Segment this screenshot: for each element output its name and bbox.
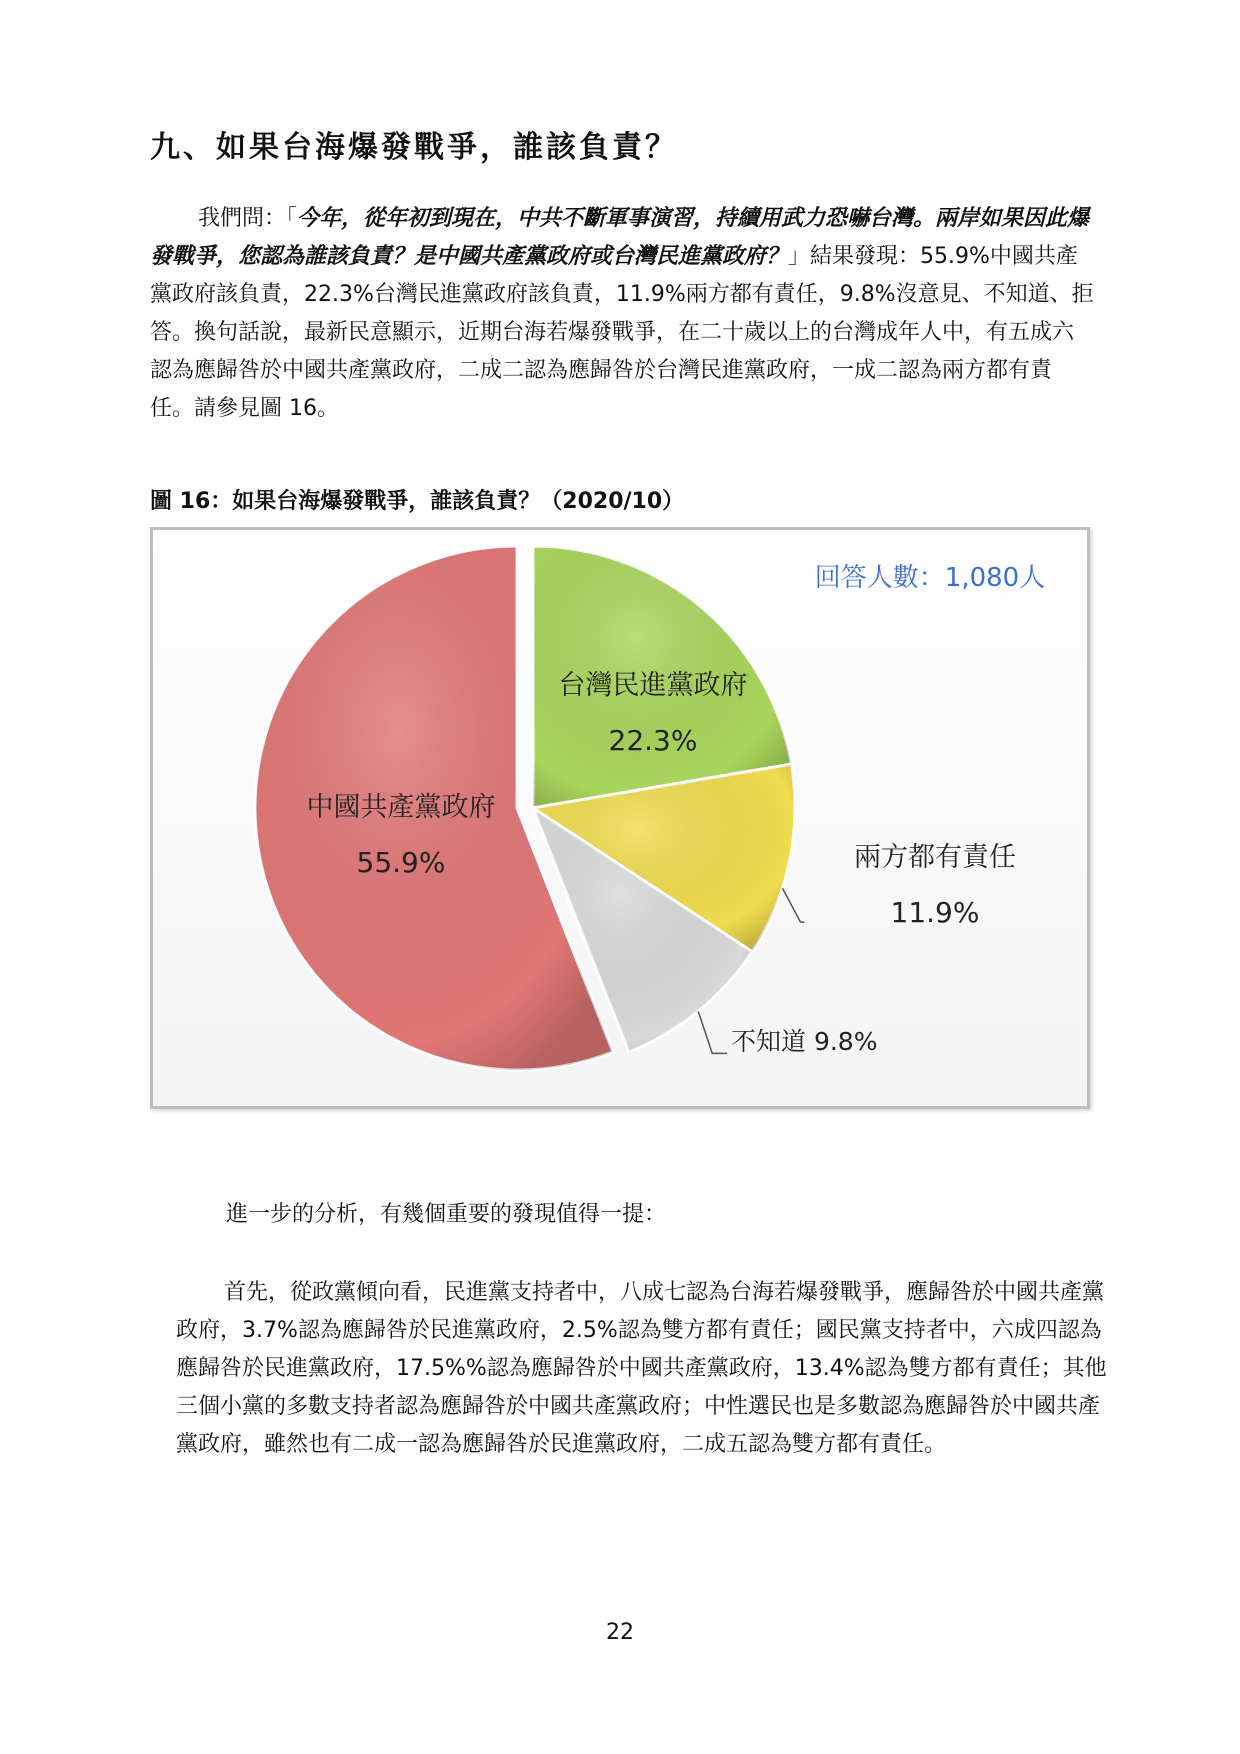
section-heading: 九、如果台海爆發戰爭，誰該負責？: [150, 130, 678, 165]
leader-line: [782, 888, 804, 922]
survey-question: 今年，從年初到現在，中共不斷軍事演習，持續用武力恐嚇台灣。兩岸如果因此爆發戰爭，您認為誰該負責？是中國共產黨政府或台灣民進黨政府？: [150, 206, 1090, 269]
slice-label: 中國共產黨政府: [306, 792, 496, 823]
slice-label: 不知道 9.8%: [731, 1027, 878, 1056]
analysis-intro: 進一步的分析，有幾個重要的發現值得一提：: [226, 1202, 667, 1227]
pie-chart-frame: [150, 527, 1090, 1109]
respondents-count: 回答人數：1,080人: [814, 563, 1046, 593]
slice-label: 兩方都有責任: [854, 842, 1016, 873]
slice-value-label: 11.9%: [890, 896, 980, 929]
figure-caption: 圖 16：如果台海爆發戰爭，誰該負責？（2020/10）: [150, 489, 685, 514]
slice-label: 台灣民進黨政府: [558, 670, 748, 701]
analysis-paragraph: 首先，從政黨傾向看，民進黨支持者中，八成七認為台海若爆發戰爭，應歸咎於中國共產黨政府，3.7%認為應歸咎於民進黨政府，2.5%認為雙方都有責任；國民黨支持者中，六成四認為應歸咎於民進黨政府，17.5%%認為應歸咎於中國共產黨政府，13.4%認為雙方都有責任；其他三個小黨的多數支持者認為應歸咎於中國共產黨政府；中性選民也是多數認為應歸咎於中國共產黨政府，雖然也有二成一認為應歸咎於民進黨政府，二成五認為雙方都有責任。: [176, 1280, 1107, 1457]
slice-value-label: 22.3%: [608, 724, 698, 757]
intro-lead: 我們問：「: [198, 206, 298, 231]
slice-value-label: 55.9%: [356, 846, 446, 879]
intro-paragraph: [150, 200, 1095, 428]
intro-findings: 」結果發現：55.9%中國共產黨政府該負責，22.3%台灣民進黨政府該負責，11.9%兩方都有責任，9.8%沒意見、不知道、拒答。換句話說，最新民意顯示，近期台海若爆發戰爭，在二十歲以上的台灣成年人中，有五成六認為應歸咎於中國共產黨政府，二成二認為應歸咎於台灣民進黨政府，一成二認為兩方都有責任。請參見圖 16。: [150, 244, 1094, 421]
page-number: 22: [606, 1620, 634, 1645]
leader-line: [698, 1011, 727, 1053]
pie-chart: [153, 530, 1087, 1106]
